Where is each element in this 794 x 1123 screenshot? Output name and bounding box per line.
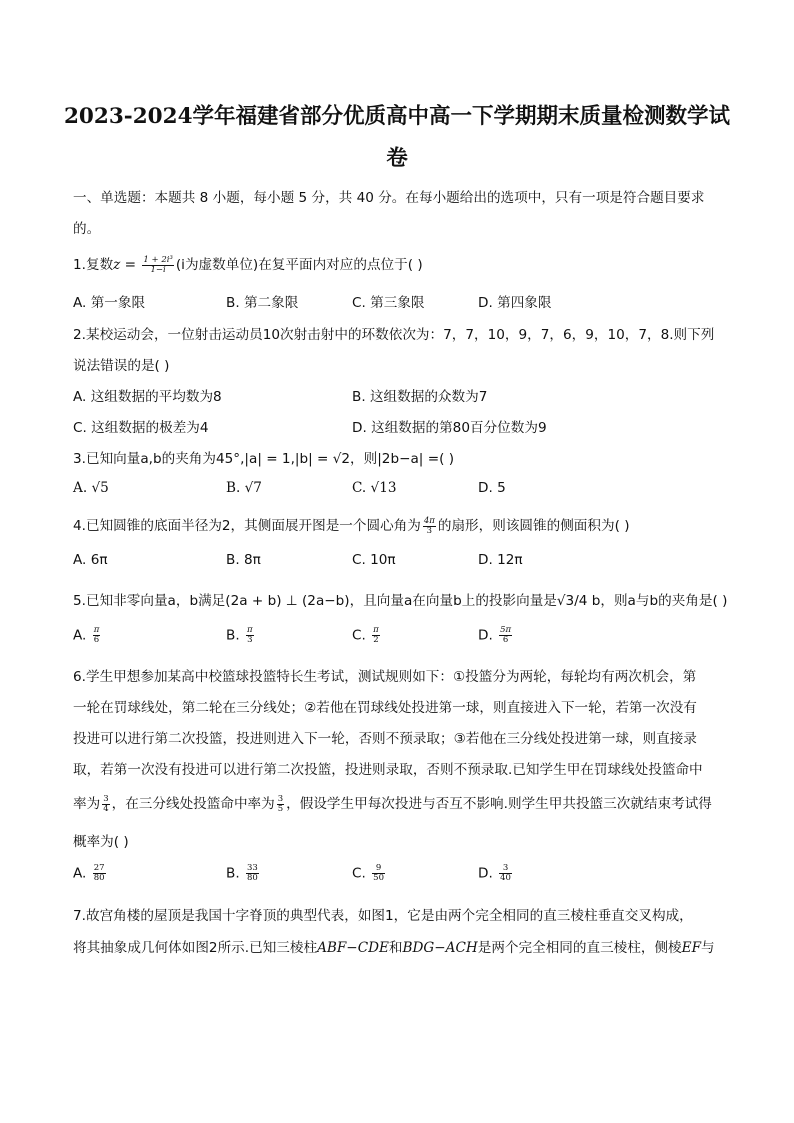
q5-option-c-denominator: 2 [373,635,379,645]
q6-fraction-2-numerator: 3 [277,793,284,804]
q6-option-a-denominator: 80 [93,873,105,883]
q1-option-d[interactable]: D. 第四象限 [478,295,552,311]
q6-option-c-numerator: 9 [372,864,385,874]
q4-suffix: 的扇形，则该圆锥的侧面积为( ) [437,518,630,534]
q7-line2-prefix: 将其抽象成几何体如图2所示.已知三棱柱 [73,940,318,956]
q7-edge: EF [681,940,701,956]
q5-option-a-numerator: π [93,625,100,635]
q3-option-b[interactable]: B. √7 [226,480,262,496]
q5-option-b-label: B. [226,627,240,644]
question-3: 3.已知向量a,b的夹角为45°,|a| = 1,|b| = √2，则|2b−a| =( ) [73,451,455,467]
q1-option-b[interactable]: B. 第二象限 [226,295,299,311]
q6-option-d-denominator: 40 [500,873,511,883]
q6-option-b-label: B. [226,865,240,882]
q2-option-b[interactable]: B. 这组数据的众数为7 [352,389,488,405]
q4-fraction [423,517,436,536]
question-7-line-1: 7.故宫角楼的屋顶是我国十字脊顶的典型代表，如图1，它是由两个完全相同的直三棱柱垂直交叉构成， [73,908,693,924]
q5-option-a-label: A. [73,627,87,644]
q5-option-d-label: D. [478,627,493,644]
q1-option-c[interactable]: C. 第三象限 [352,295,425,311]
q7-prism-2: BDG−ACH [402,940,478,956]
question-2-line-1: 2.某校运动会，一位射击运动员10次射击射中的环数依次为：7，7，10，9，7，6，9，10，7，8.则下列 [73,327,715,343]
q6-line5-suffix: ，假设学生甲每次投进与否互不影响.则学生甲共投篮三次就结束考试得 [286,796,712,812]
q3-option-a[interactable]: A. √5 [73,480,109,496]
q5-option-c-label: C. [352,627,366,644]
q4-denominator: 3 [426,525,433,536]
q5-option-a-denominator: 6 [93,635,100,645]
q3-option-d[interactable]: D. 5 [478,480,506,496]
q6-line5-middle: ，在三分线处投篮命中率为 [111,796,275,812]
question-6-line-2: 一轮在罚球线处，第二轮在三分线处；②若他在罚球线处投进第一球，则直接进入下一轮，若第一次没有 [73,700,697,716]
q1-denominator: 1−i [150,264,166,275]
q6-fraction-1-denominator: 4 [103,803,109,814]
q6-option-b[interactable] [226,864,261,883]
title-line-2: 卷 [386,146,408,171]
q6-option-d[interactable] [478,864,514,883]
q7-line2-and: 和 [388,940,403,956]
q4-prefix: 4.已知圆锥的底面半径为2，其侧面展开图是一个圆心角为 [73,518,421,534]
q6-option-a-numerator: 27 [93,863,105,873]
q4-option-b[interactable]: B. 8π [226,552,261,568]
question-6-line-5 [73,792,712,814]
q6-option-c-denominator: 50 [373,873,384,883]
q6-option-c[interactable] [352,864,387,883]
q6-option-a[interactable] [73,864,108,883]
q4-option-a[interactable]: A. 6π [73,552,108,568]
q7-line2-middle: 是两个完全相同的直三棱柱，侧棱 [477,940,682,956]
q5-option-b-denominator: 3 [247,635,253,645]
question-7-line-2 [73,936,715,956]
question-4 [73,514,630,536]
q5-option-c-numerator: π [373,625,379,635]
q4-option-d[interactable]: D. 12π [478,552,523,568]
q6-option-d-label: D. [478,865,493,882]
section-heading-line-1: 一、单选题：本题共 8 小题，每小题 5 分，共 40 分。在每小题给出的选项中，只有一项是符合题目要求 [73,190,705,206]
q6-option-d-numerator: 3 [499,864,512,874]
q2-option-d[interactable]: D. 这组数据的第80百分位数为9 [352,420,547,436]
section-heading-line-2: 的。 [73,221,101,237]
question-1: 1.复数z = $\frac{\text{1 + 2i³}}{1-i}$ (i为虚数单位)在复平面内对应的点位于( ) [73,254,423,275]
q5-option-d-denominator: 6 [502,635,509,645]
q7-line2-suffix: 与 [701,940,715,956]
q1-suffix: (i为虚数单位)在复平面内对应的点位于( ) [175,257,423,273]
question-2-line-2: 说法错误的是( ) [73,358,170,374]
q7-prism-1: ABF−CDE [317,940,389,956]
q6-option-a-label: A. [73,865,87,882]
q6-fraction-1-numerator: 3 [103,793,109,804]
q6-option-b-numerator: 33 [246,863,258,873]
q5-option-b[interactable] [226,626,256,645]
q2-option-a[interactable]: A. 这组数据的平均数为8 [73,389,222,405]
exam-title [60,96,734,180]
q1-prefix: 1.复数 [73,257,114,273]
q6-line5-prefix: 率为 [73,796,101,812]
question-6-line-3: 投进可以进行第二次投篮，投进则进入下一轮，否则不预录取；③若他在三分线处投进第一球，则直接录 [73,731,697,747]
q4-numerator: 4π [423,515,435,526]
q6-fraction-2-denominator: 5 [277,803,284,814]
q5-option-b-numerator: π [246,625,253,635]
question-6-line-4: 取，若第一次没有投进可以进行第二次投篮，投进则录取，否则不预录取.已知学生甲在罚球线处投篮命中 [73,762,703,778]
q1-numerator: 1 + 2i³ [143,254,173,265]
q5-option-d[interactable] [478,626,514,645]
question-6-line-6: 概率为( ) [73,834,129,850]
q1-option-a[interactable]: A. 第一象限 [73,295,146,311]
q4-option-c[interactable]: C. 10π [352,552,396,568]
q2-option-c[interactable]: C. 这组数据的极差为4 [73,420,209,436]
q6-option-c-label: C. [352,865,366,882]
question-6-line-1: 6.学生甲想参加某高中校篮球投篮特长生考试，测试规则如下：①投篮分为两轮，每轮均有两次机会，第 [73,669,697,685]
q5-option-d-numerator: 5π [500,625,512,635]
q5-option-a[interactable] [73,626,102,645]
q5-option-c[interactable] [352,626,382,645]
q6-option-b-denominator: 80 [246,873,258,883]
question-5: 5.已知非零向量a，b满足(2a + b) ⊥ (2a−b)，且向量a在向量b上的投影向量是√3/4 b，则a与b的夹角是( ) [73,593,728,609]
q1-fraction [142,256,173,275]
q3-option-c[interactable]: C. √13 [352,480,397,496]
title-line-1: 2023-2024学年福建省部分优质高中高一下学期期末质量检测数学试 [63,104,731,129]
